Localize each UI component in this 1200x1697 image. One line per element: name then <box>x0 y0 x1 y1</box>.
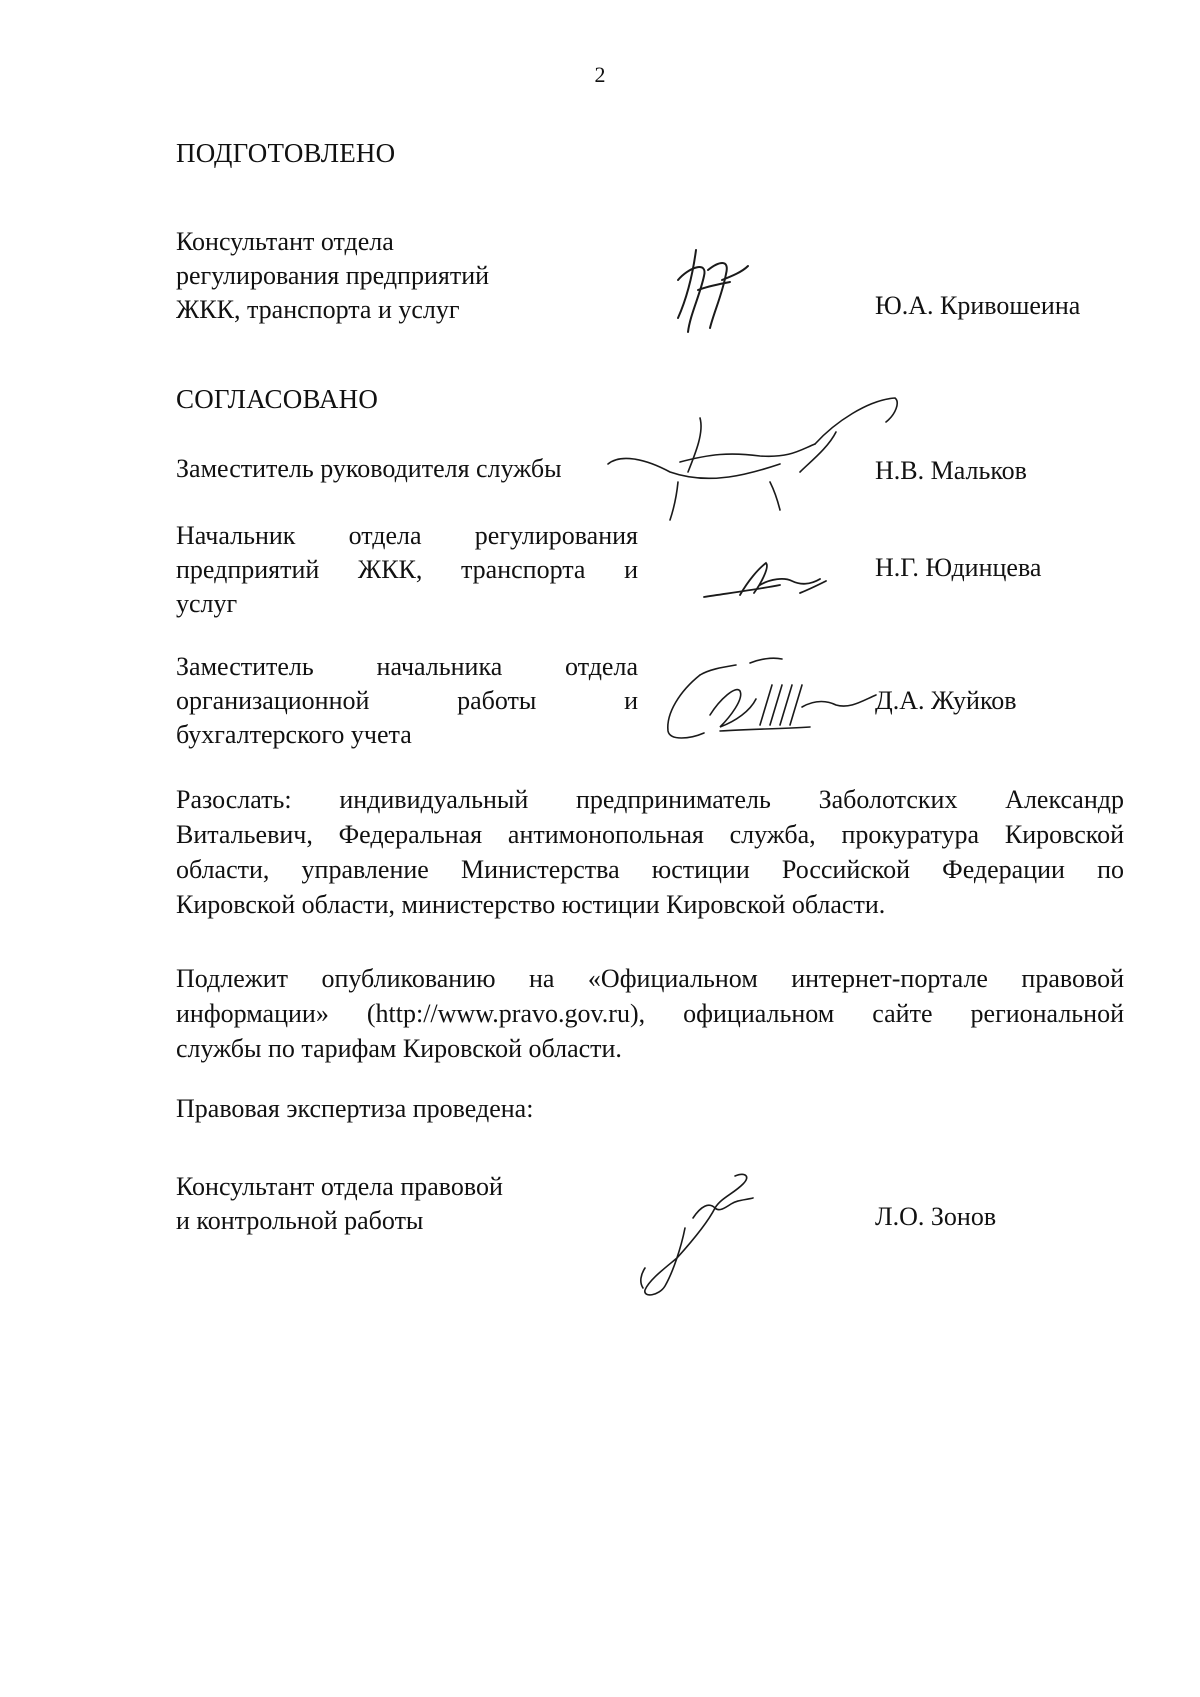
publication-line: службы по тарифам Кировской области. <box>176 1034 622 1063</box>
approver-position-line: бухгалтерского учета <box>176 720 412 749</box>
approver-position-3 <box>176 650 638 752</box>
distribution-paragraph <box>176 782 1124 922</box>
distribution-line: области, управление Министерства юстиции Российской Федерации по <box>176 855 1124 884</box>
legal-review-position-line: Консультант отдела правовой <box>176 1172 503 1201</box>
signature-zhuikov <box>660 655 880 745</box>
approver-position-line: предприятий ЖКК, транспорта и <box>176 555 638 584</box>
publication-line: информации» (http://www.pravo.gov.ru), официальном сайте региональной <box>176 999 1124 1028</box>
publication-paragraph <box>176 961 1124 1066</box>
signature-yudintseva <box>700 555 830 605</box>
prepared-name: Ю.А. Кривошеина <box>875 291 1081 320</box>
approver-name-3: Д.А. Жуйков <box>875 686 1017 715</box>
approver-name-2: Н.Г. Юдинцева <box>875 553 1042 582</box>
publication-line: Подлежит опубликованию на «Официальном интернет-портале правовой <box>176 964 1124 993</box>
prepared-position-line: Консультант отдела <box>176 227 394 256</box>
approver-position-line: Заместитель начальника отдела <box>176 652 638 681</box>
distribution-line: Витальевич, Федеральная антимонопольная служба, прокуратура Кировской <box>176 820 1124 849</box>
approver-position-line: Заместитель руководителя службы <box>176 454 562 483</box>
approver-position-1 <box>176 452 616 486</box>
approver-position-line: организационной работы и <box>176 686 638 715</box>
distribution-line: Кировской области, министерство юстиции Кировской области. <box>176 890 886 919</box>
legal-review-position <box>176 1170 596 1238</box>
approver-position-line: услуг <box>176 589 238 618</box>
prepared-position-line: ЖКК, транспорта и услуг <box>176 295 460 324</box>
signature-malkov <box>600 392 900 524</box>
page-number: 2 <box>594 62 606 87</box>
prepared-position-line: регулирования предприятий <box>176 261 490 290</box>
legal-review-statement: Правовая экспертиза проведена: <box>176 1094 534 1123</box>
prepared-position <box>176 225 556 327</box>
prepared-heading: ПОДГОТОВЛЕНО <box>176 138 396 168</box>
legal-review-name: Л.О. Зонов <box>875 1202 997 1231</box>
approved-heading: СОГЛАСОВАНО <box>176 384 379 414</box>
signature-krivosheina <box>668 240 758 335</box>
signature-zonov <box>625 1168 775 1298</box>
legal-review-position-line: и контрольной работы <box>176 1206 424 1235</box>
approver-position-2 <box>176 519 638 621</box>
distribution-line: Разослать: индивидуальный предприниматель Заболотских Александр <box>176 785 1124 814</box>
approver-position-line: Начальник отдела регулирования <box>176 521 638 550</box>
approver-name-1: Н.В. Мальков <box>875 456 1027 485</box>
